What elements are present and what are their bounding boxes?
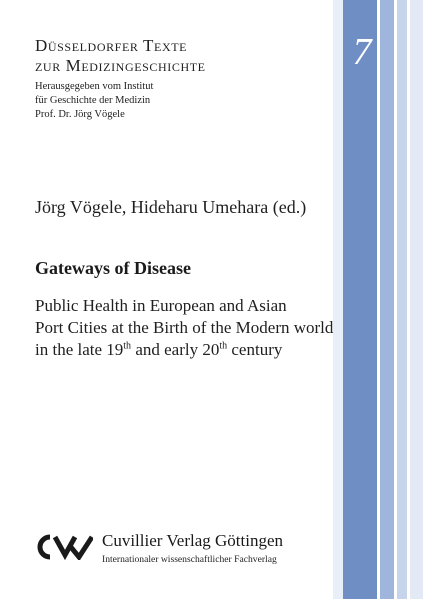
series-title-line: zur Medizingeschichte xyxy=(35,56,206,75)
superscript: th xyxy=(123,340,132,352)
subtitle-line: Public Health in European and Asian xyxy=(35,296,287,315)
subtitle-text: in the late 19 xyxy=(35,340,124,359)
volume-number: 7 xyxy=(352,31,372,73)
series-info xyxy=(35,80,153,122)
book-title: Gateways of Disease xyxy=(35,258,191,278)
publisher-name: Cuvillier Verlag Göttingen xyxy=(102,531,283,550)
book-subtitle xyxy=(35,295,333,361)
subtitle-line xyxy=(35,339,333,361)
superscript: th xyxy=(219,340,228,352)
subtitle-text: century xyxy=(227,340,283,359)
series-info-line: Herausgegeben vom Institut xyxy=(35,81,154,92)
series-title xyxy=(35,36,206,76)
subtitle-text: and early 20 xyxy=(131,340,220,359)
publisher-tagline: Internationaler wissenschaftlicher Fachverlag xyxy=(102,554,277,565)
series-info-line: für Geschichte der Medizin xyxy=(35,95,151,106)
series-info-line: Prof. Dr. Jörg Vögele xyxy=(35,109,125,120)
cuvillier-logo-icon xyxy=(37,534,93,560)
subtitle-line: Port Cities at the Birth of the Modern world xyxy=(35,318,334,337)
authors: Jörg Vögele, Hideharu Umehara (ed.) xyxy=(35,197,307,217)
decorative-stripes xyxy=(333,0,423,599)
series-title-line: Düsseldorfer Texte xyxy=(35,36,188,55)
